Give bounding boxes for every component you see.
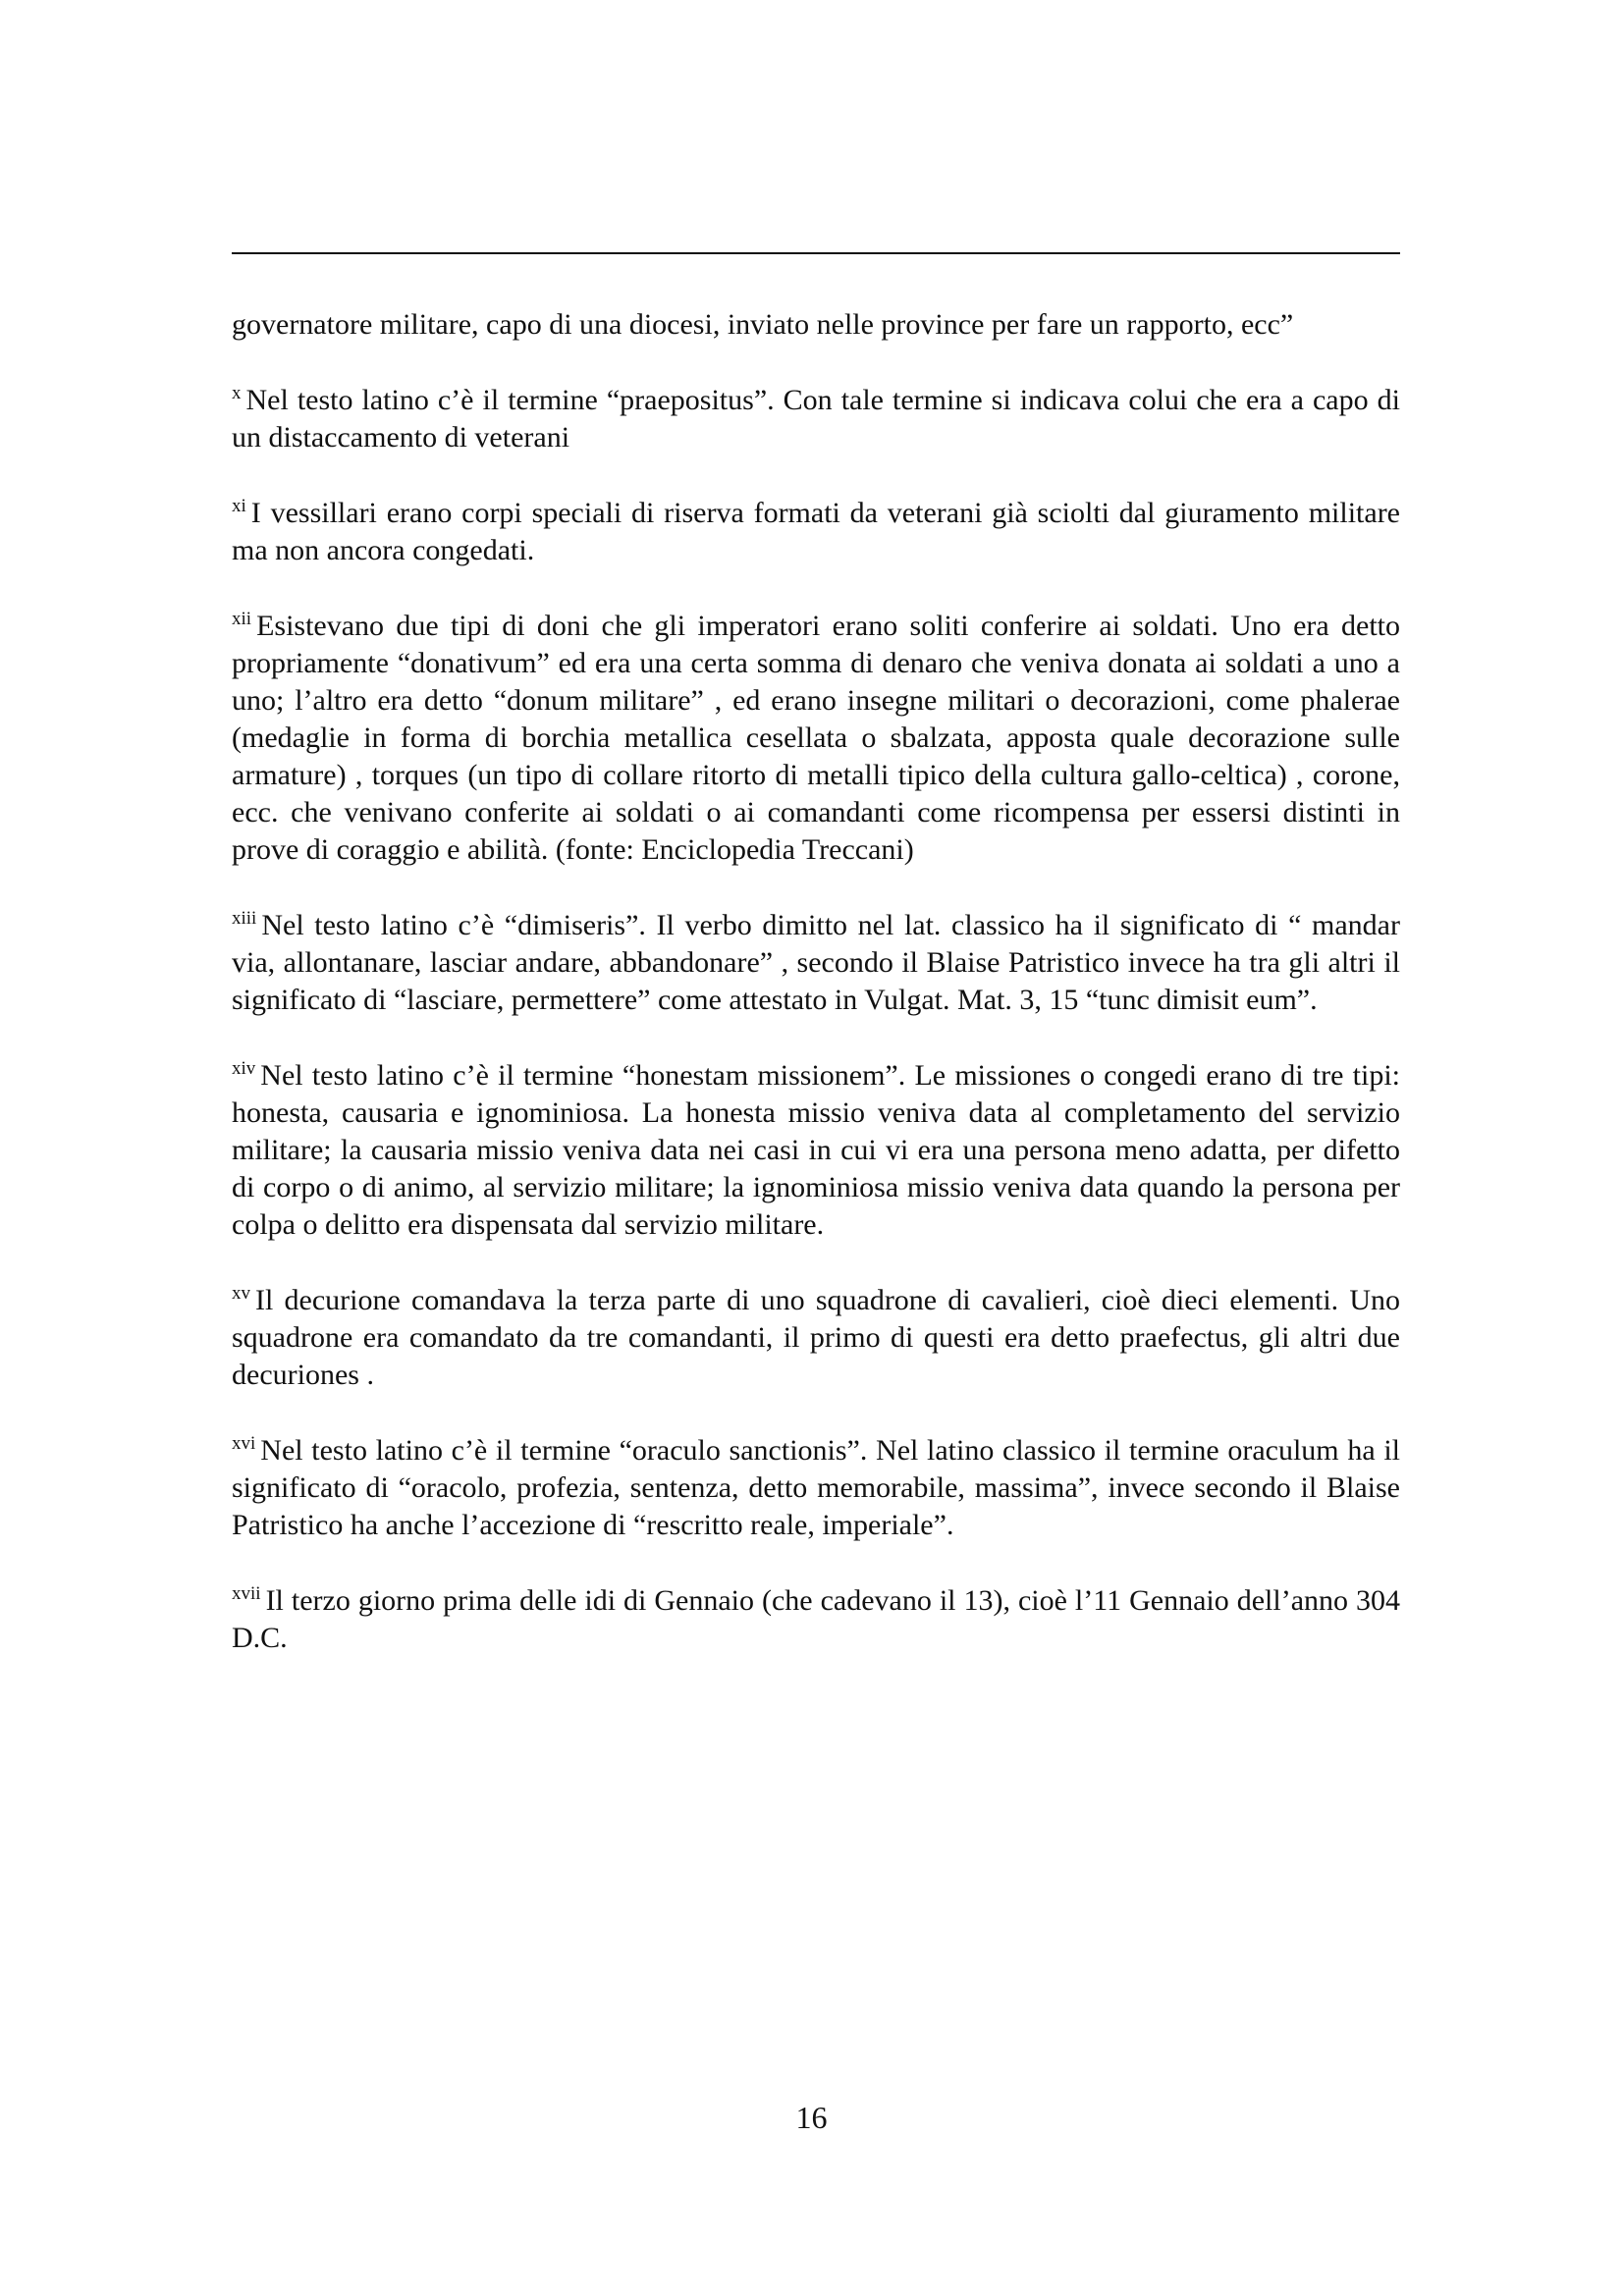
endnote-xv <box>232 1282 1400 1394</box>
endnote-continuation <box>232 306 1400 344</box>
endnote-text: Il terzo giorno prima delle idi di Gennaio (che cadevano il 13), cioè l’11 Gennaio dell’anno 304 D.C. <box>232 1584 1400 1654</box>
endnote-marker: xvi <box>232 1433 256 1454</box>
endnote-marker: xvii <box>232 1583 261 1604</box>
endnote-text: Esistevano due tipi di doni che gli imperatori erano soliti conferire ai soldati. Uno era detto propriamente “donativum” ed era una certa somma di denaro che veniva donata ai soldati a uno a uno; l’altro era detto “donum militare” , ed erano insegne militari o decorazioni, come phalerae (medaglie in forma di borchia metallica cesellata o sbalzata, apposta quale decorazione sulle armature) , torques (un tipo di collare ritorto di metalli tipico della cultura gallo-celtica) , corone, ecc. che venivano conferite ai soldati o ai comandanti come ricompensa per essersi distinti in prove di coraggio e abilità. (fonte: Enciclopedia Treccani) <box>232 610 1400 866</box>
endnote-text: I vessillari erano corpi speciali di riserva formati da veterani già sciolti dal giuramento militare ma non ancora congedati. <box>232 497 1400 566</box>
page-number: 16 <box>795 2100 828 2135</box>
endnote-xiv <box>232 1057 1400 1244</box>
endnote-xiii <box>232 907 1400 1019</box>
endnote-xvii <box>232 1582 1400 1657</box>
endnote-x <box>232 382 1400 456</box>
footnote-separator-rule <box>232 252 1400 254</box>
endnote-marker: xv <box>232 1283 250 1304</box>
endnote-marker: x <box>232 383 242 403</box>
endnotes-section <box>232 306 1400 1695</box>
endnote-text: Nel testo latino c’è il termine “oraculo sanctionis”. Nel latino classico il termine oraculum ha il significato di “oracolo, profezia, sentenza, detto memorabile, massima”, invece secondo il Blaise Patristico ha anche l’accezione di “rescritto reale, imperiale”. <box>232 1434 1400 1541</box>
endnote-text: Il decurione comandava la terza parte di uno squadrone di cavalieri, cioè dieci elementi. Uno squadrone era comandato da tre comandanti, il primo di questi era detto praefectus, gli altri due decuriones . <box>232 1284 1400 1391</box>
endnote-marker: xiii <box>232 908 257 929</box>
endnote-text: Nel testo latino c’è “dimiseris”. Il verbo dimitto nel lat. classico ha il significato di “ mandar via, allontanare, lasciar andare, abbandonare” , secondo il Blaise Patristico invece ha tra gli altri il significato di “lasciare, permettere” come attestato in Vulgat. Mat. 3, 15 “tunc dimisit eum”. <box>232 909 1400 1016</box>
endnote-xii <box>232 608 1400 869</box>
endnote-xi <box>232 495 1400 569</box>
endnote-xvi <box>232 1432 1400 1544</box>
endnote-text: Nel testo latino c’è il termine “praepositus”. Con tale termine si indicava colui che era a capo di un distaccamento di veterani <box>232 384 1400 454</box>
endnote-text: Nel testo latino c’è il termine “honestam missionem”. Le missiones o congedi erano di tre tipi: honesta, causaria e ignominiosa. La honesta missio veniva data al completamento del servizio militare; la causaria missio veniva data nei casi in cui vi era una persona meno adatta, per difetto di corpo o di animo, al servizio militare; la ignominiosa missio veniva data quando la persona per colpa o delitto era dispensata dal servizio militare. <box>232 1059 1400 1241</box>
endnote-marker: xii <box>232 609 252 629</box>
endnote-marker: xi <box>232 496 246 516</box>
endnote-text: governatore militare, capo di una diocesi, inviato nelle province per fare un rapporto, ecc” <box>232 308 1294 341</box>
endnote-marker: xiv <box>232 1058 256 1079</box>
